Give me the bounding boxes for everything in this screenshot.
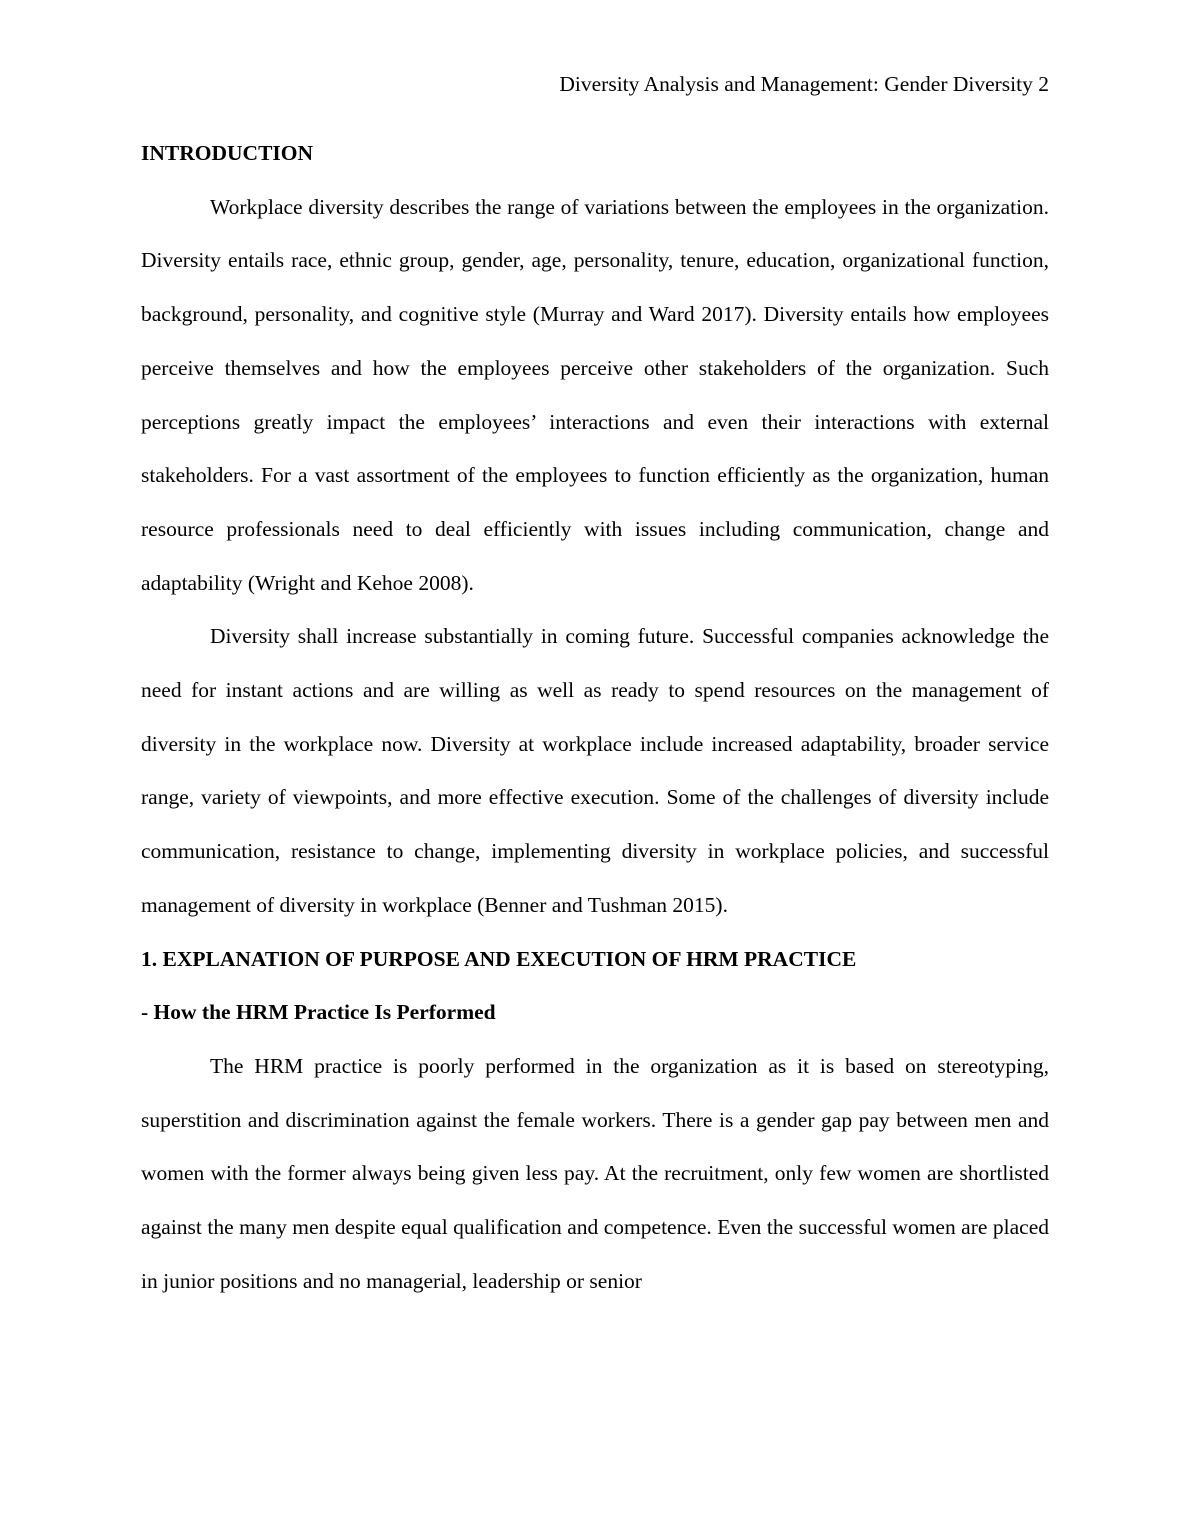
section-1-paragraph-1: The HRM practice is poorly performed in the organization as it is based on stereotyping, superstition and discrimination against the female workers. There is a gender gap pay between men and women with the former always being given less pay. At the recruitment, only few women are shortlisted against the many men despite equal qualification and competence. Even the successful women are placed in junior positions and no managerial, leadership or senior — [141, 1053, 1049, 1293]
intro-paragraph-2: Diversity shall increase substantially in coming future. Successful companies acknowledge the need for instant actions and are willing as well as ready to spend resources on the management of diversity in the workplace now. Diversity at workplace include increased adaptability, broader service range, variety of viewpoints, and more effective execution. Some of the challenges of diversity include communication, resistance to change, implementing diversity in workplace policies, and successful management of diversity in workplace (Benner and Tushman 2015). — [141, 624, 1049, 917]
running-head: Diversity Analysis and Management: Gender Diversity 2 — [559, 72, 1049, 96]
section-1-heading: 1. EXPLANATION OF PURPOSE AND EXECUTION OF HRM PRACTICE — [141, 946, 857, 971]
introduction-heading: INTRODUCTION — [141, 141, 314, 165]
subsection-heading: - How the HRM Practice Is Performed — [141, 1000, 496, 1025]
intro-paragraph-1: Workplace diversity describes the range of variations between the employees in the organization. Diversity entails race, ethnic group, gender, age, personality, tenure, education, organizational function, background, personality, and cognitive style (Murray and Ward 2017). Diversity entails how employees perceive themselves and how the employees perceive other stakeholders of the organization. Such perceptions greatly impact the employees’ interactions and even their interactions with external stakeholders. For a vast assortment of the employees to function efficiently as the organization, human resource professionals need to deal efficiently with issues including communication, change and adaptability (Wright and Kehoe 2008). — [141, 194, 1049, 595]
document-body — [141, 127, 1049, 1308]
